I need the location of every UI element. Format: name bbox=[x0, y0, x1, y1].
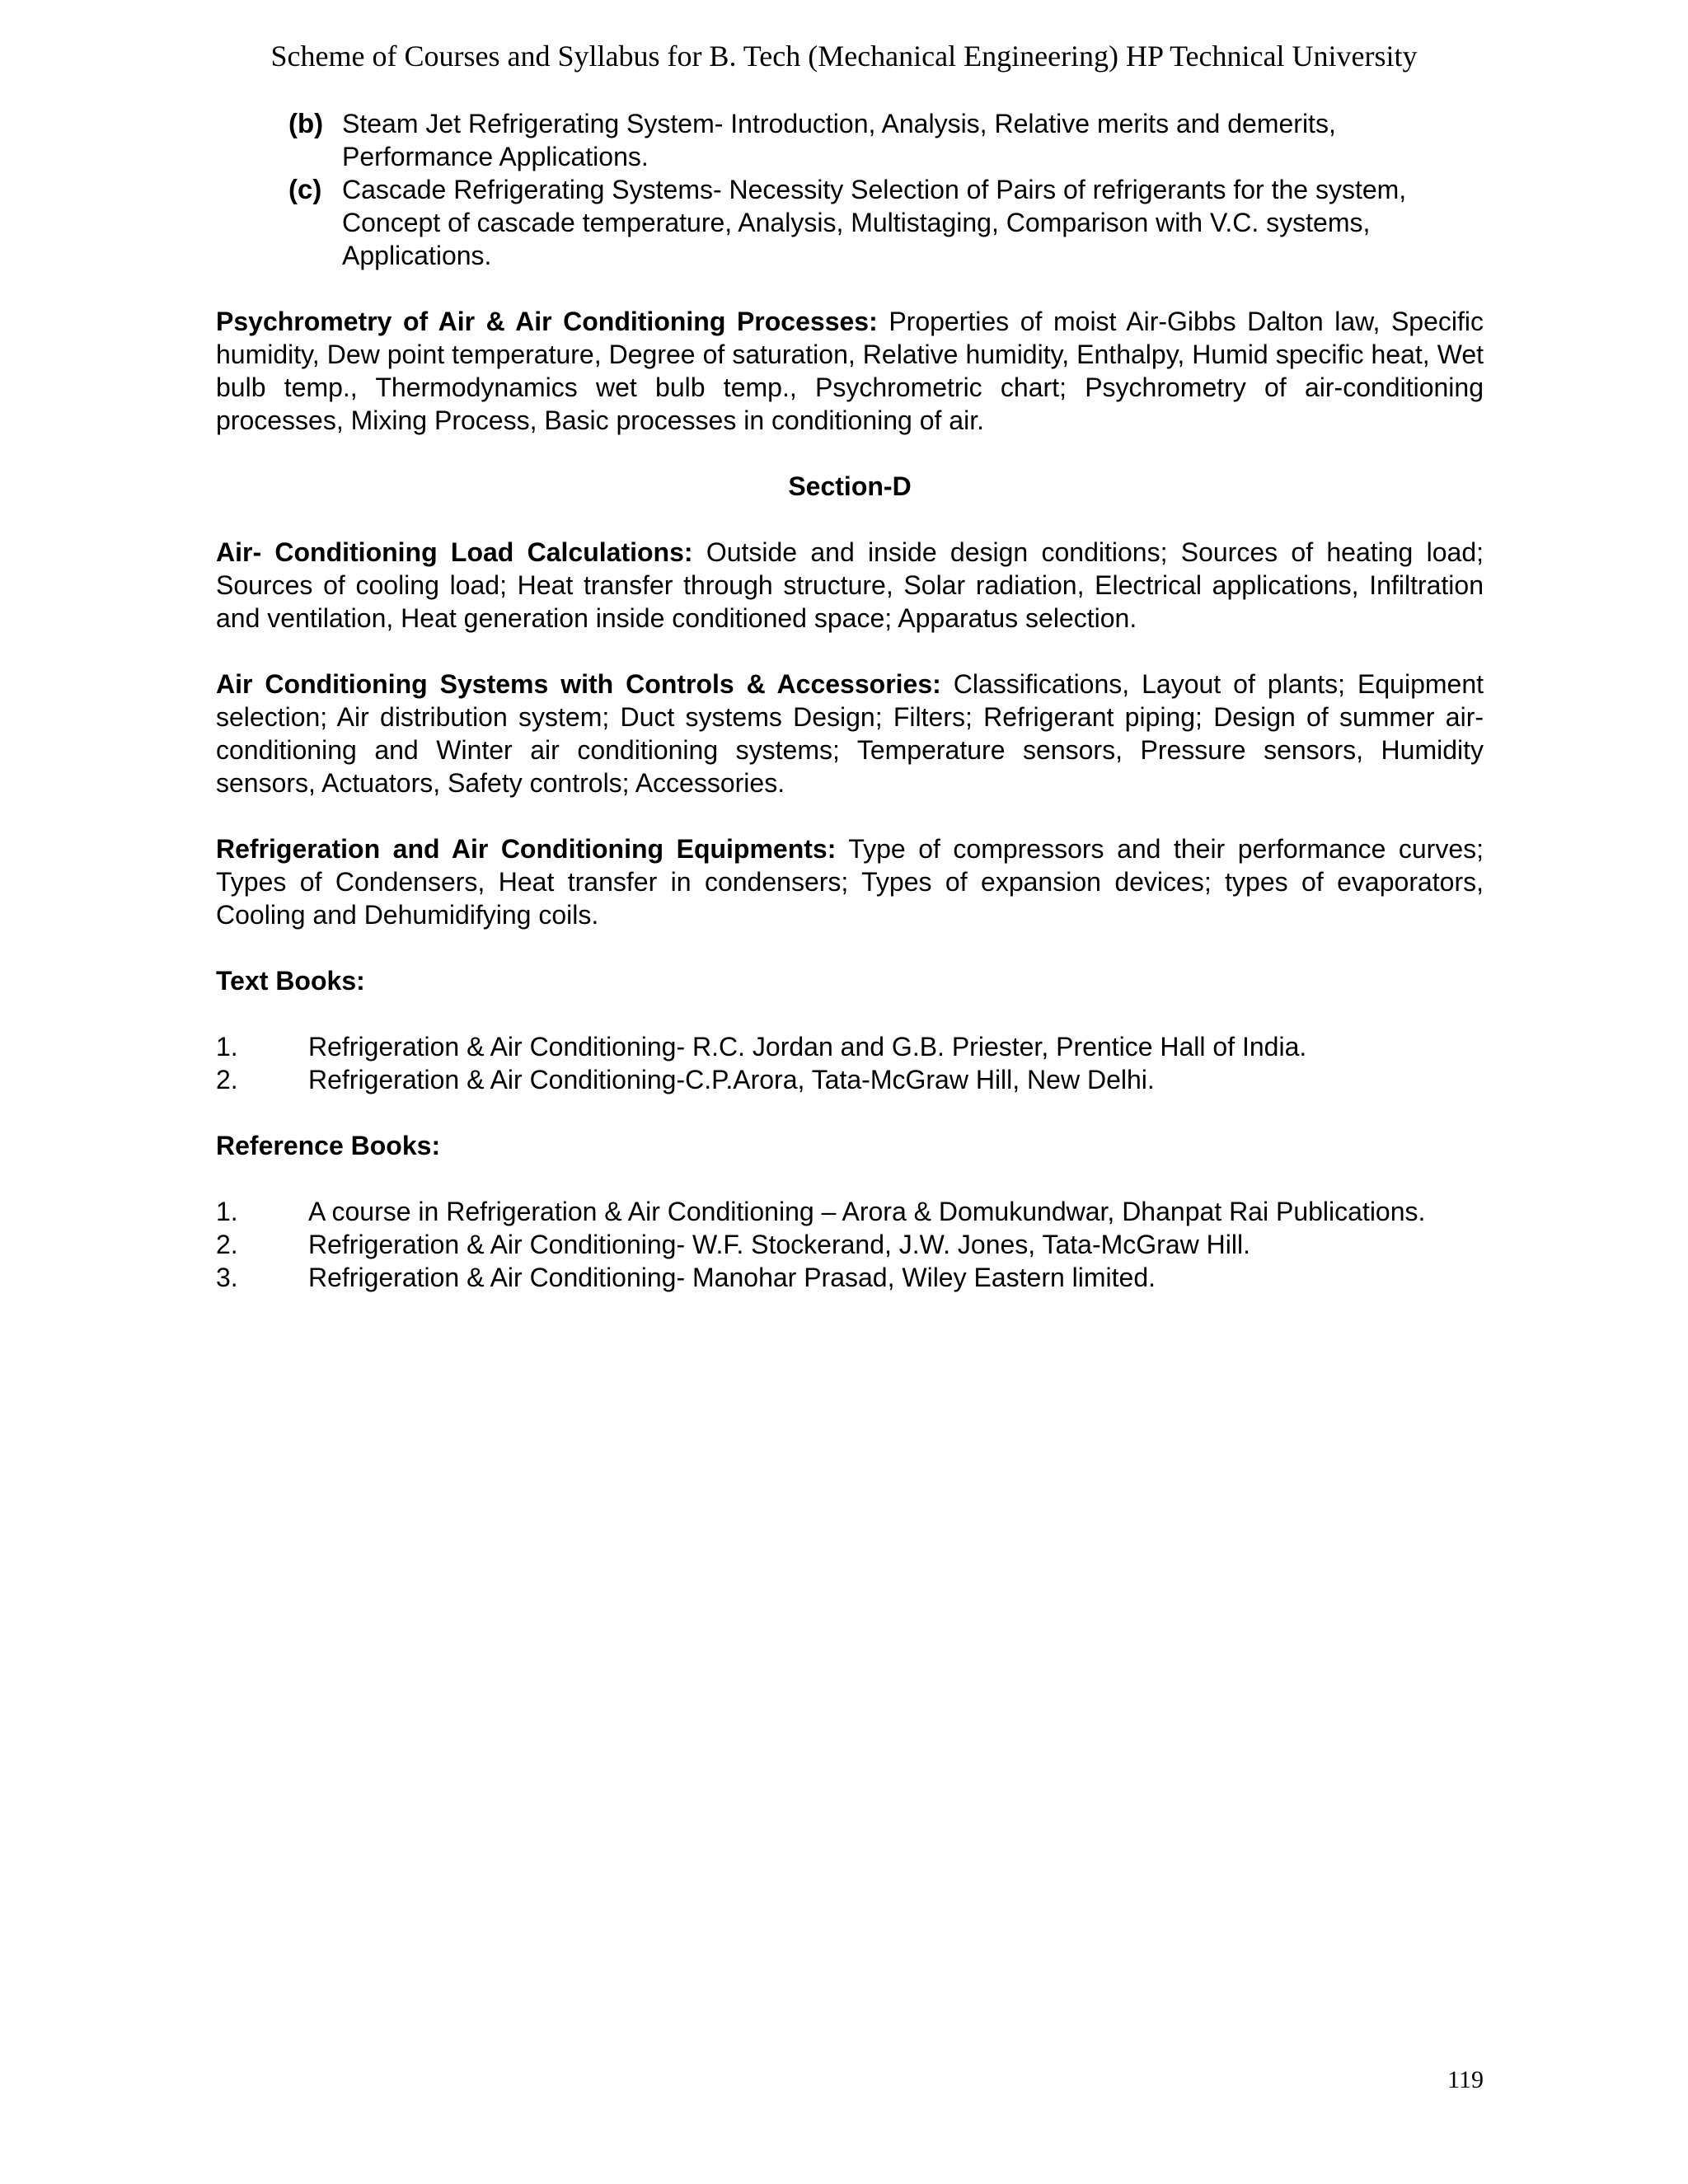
list-item bbox=[216, 1228, 1484, 1261]
equipments-heading: Refrigeration and Air Conditioning Equipments: bbox=[216, 834, 837, 864]
section-d-heading: Section-D bbox=[788, 471, 912, 501]
list-item-number: 3. bbox=[216, 1263, 238, 1292]
list-item bbox=[216, 1261, 1484, 1294]
list-item-number: 1. bbox=[216, 1197, 238, 1226]
text-books-heading: Text Books: bbox=[216, 966, 365, 996]
list-item-text: Refrigeration & Air Conditioning- W.F. Stockerand, J.W. Jones, Tata-McGraw Hill. bbox=[308, 1230, 1250, 1259]
psychrometry-text: Properties of moist Air-Gibbs Dalton law, Specific humidity, Dew point temperature, Degree of saturation, Relative humidity, Enthalpy, Humid specific heat, Wet bulb temp., Thermodynamics wet bulb temp., Psychrometric chart; Psychrometry of air-conditioning processes, Mixing Process, Basic processes in conditioning of air. bbox=[216, 307, 1484, 435]
reference-books-heading: Reference Books: bbox=[216, 1131, 441, 1160]
list-item-number: 2. bbox=[216, 1065, 238, 1094]
list-item-text: Refrigeration & Air Conditioning-C.P.Arora, Tata-McGraw Hill, New Delhi. bbox=[308, 1065, 1155, 1094]
load-calculations-text: Outside and inside design conditions; Sources of heating load; Sources of cooling load; Heat transfer through structure, Solar radiation, Electrical applications, Infiltration and ventilation, Heat generation inside conditioned space; Apparatus selection. bbox=[216, 537, 1484, 633]
psychrometry-paragraph bbox=[216, 305, 1484, 437]
list-item bbox=[216, 1195, 1484, 1228]
list-item-text: A course in Refrigeration & Air Conditioning – Arora & Domukundwar, Dhanpat Rai Publications. bbox=[308, 1197, 1426, 1226]
sub-item-text: Steam Jet Refrigerating System- Introduction, Analysis, Relative merits and demerits, Performance Applications. bbox=[342, 109, 1336, 171]
list-item-text: Refrigeration & Air Conditioning- R.C. Jordan and G.B. Priester, Prentice Hall of India. bbox=[308, 1032, 1307, 1062]
sub-item-text: Cascade Refrigerating Systems- Necessity Selection of Pairs of refrigerants for the system, Concept of cascade temperature, Analysis, Multistaging, Comparison with V.C. systems, Applications. bbox=[342, 175, 1407, 270]
systems-heading: Air Conditioning Systems with Controls & Accessories: bbox=[216, 669, 941, 699]
syllabus-content bbox=[216, 107, 1484, 1294]
sub-item-c bbox=[216, 173, 1484, 272]
sub-item-marker: (c) bbox=[288, 174, 322, 204]
equipments-text: Type of compressors and their performance curves; Types of Condensers, Heat transfer in condensers; Types of expansion devices; types of evaporators, Cooling and Dehumidifying coils. bbox=[216, 834, 1484, 930]
load-calculations-paragraph bbox=[216, 536, 1484, 635]
systems-paragraph bbox=[216, 668, 1484, 799]
text-books-list bbox=[216, 1030, 1484, 1096]
list-item-number: 1. bbox=[216, 1032, 238, 1062]
list-item-number: 2. bbox=[216, 1230, 238, 1259]
list-item-text: Refrigeration & Air Conditioning- Manohar Prasad, Wiley Eastern limited. bbox=[308, 1263, 1156, 1292]
reference-books-list bbox=[216, 1195, 1484, 1294]
equipments-paragraph bbox=[216, 832, 1484, 931]
sub-item-marker: (b) bbox=[288, 108, 324, 138]
systems-text: Classifications, Layout of plants; Equipment selection; Air distribution system; Duct systems Design; Filters; Refrigerant piping; Design of summer air-conditioning and Winter air conditioning systems; Temperature sensors, Pressure sensors, Humidity sensors, Actuators, Safety controls; Accessories. bbox=[216, 669, 1484, 798]
page-number: 119 bbox=[1447, 2066, 1484, 2093]
sub-item-b bbox=[216, 107, 1484, 173]
list-item bbox=[216, 1063, 1484, 1096]
list-item bbox=[216, 1030, 1484, 1063]
psychrometry-heading: Psychrometry of Air & Air Conditioning Processes: bbox=[216, 307, 878, 336]
page-header-title: Scheme of Courses and Syllabus for B. Tech (Mechanical Engineering) HP Technical University bbox=[270, 40, 1418, 73]
load-calculations-heading: Air- Conditioning Load Calculations: bbox=[216, 537, 693, 567]
